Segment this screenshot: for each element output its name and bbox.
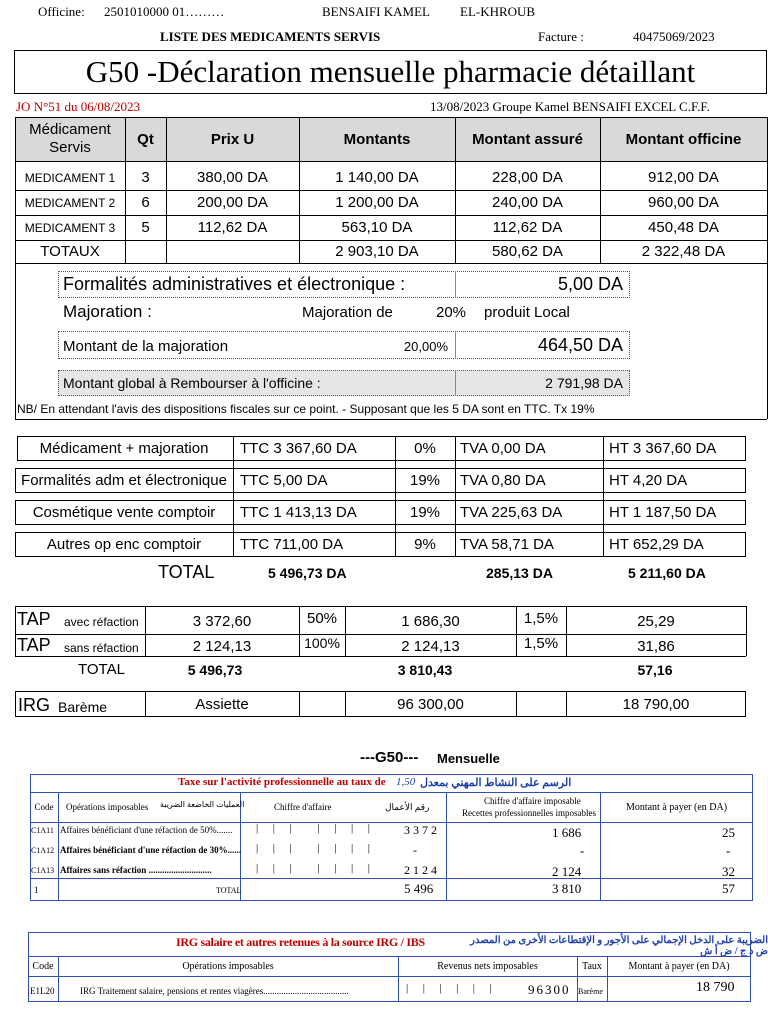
g50-irg-col-code: Code [32, 960, 54, 972]
meds-col-header-prix: Prix U [210, 130, 255, 148]
meds-row-3-assure: 112,62 DA [492, 219, 563, 236]
g50-irg-header-fr: IRG salaire et autres retenues à la source IRG / IBS [176, 935, 425, 949]
g50-irg-header-ar: الضريبة على الدخل الإجمالي على الأجور و الإقتطاعات الأخرى من المصدر ض د ج / ض أ ش [470, 935, 768, 957]
meds-row-2-qt: 6 [141, 194, 150, 211]
tva-row-2-tva: TVA 0,80 DA [460, 472, 546, 489]
g50-total-code: 1 [34, 885, 39, 895]
tva-row-2-label: Formalités adm et électronique [21, 472, 227, 489]
g50-irg-code: E1L20 [30, 986, 55, 996]
nb-note: NB/ En attendant l'avis des dispositions fiscales sur ce point. - Supposant que les 5 DA sont en TTC. Tx 19% [17, 402, 595, 416]
produit-local: produit Local [484, 303, 570, 321]
meds-row-2-name: MEDICAMENT 2 [24, 195, 116, 210]
meds-row-3-name: MEDICAMENT 3 [24, 220, 116, 235]
g50-row-2-code: C1A12 [31, 846, 55, 855]
tva-row-1-tva: TVA 0,00 DA [460, 440, 546, 457]
tap-row-2-montant: 31,86 [637, 637, 675, 655]
g50-col-ca: Chiffre d'affaire [274, 802, 332, 812]
irg-label: IRG [18, 695, 51, 715]
tva-row-3-tva: TVA 225,63 DA [460, 504, 563, 521]
meds-row-2-officine: 960,00 DA [648, 194, 719, 211]
g50-col-code: Code [34, 802, 54, 812]
tap-row-2-taux: 1,5% [523, 634, 559, 652]
meds-row-1-qt: 3 [141, 169, 150, 186]
g50-row-1-label: Affaires bénéficiant d'une réfaction de 50%....... [60, 825, 233, 835]
tap-row-1-base: 3 372,60 [192, 612, 252, 630]
tva-row-3-pct: 19% [409, 504, 441, 521]
g50-row-3-imp: 2 124 [552, 864, 582, 879]
g50-irg-label: IRG Traitement salaire, pensions et rentes viagères...................................... [80, 986, 349, 996]
g50-row-3-ticks: | | | | | | | [256, 862, 373, 874]
g50-col-operations: Opérations imposables [66, 802, 149, 812]
formalites-label: Formalités administratives et électronique : [63, 274, 406, 294]
g50-irg-ticks: | | | | | | [406, 982, 495, 994]
montant-global-label: Montant global à Rembourser à l'officine : [63, 375, 321, 391]
meds-row-3-qt: 5 [141, 219, 150, 236]
tva-total-label: TOTAL [158, 561, 215, 582]
meds-row-1-montant: 1 140,00 DA [335, 169, 419, 186]
tva-row-3-ht: HT 1 187,50 DA [609, 504, 717, 521]
meds-row-1-officine: 912,00 DA [648, 169, 719, 186]
meds-row-1-name: MEDICAMENT 1 [24, 170, 116, 185]
tap-row-1-label: TAP [17, 609, 51, 629]
g50-row-3-ca: 2124 [404, 863, 440, 877]
g50-irg-rev: 96300 [528, 982, 571, 997]
tva-total-ht: 5 211,60 DA [628, 565, 706, 581]
g50-total-imp: 3 810 [552, 881, 582, 896]
facture-value: 40475069/2023 [633, 29, 715, 44]
meds-totaux-assure: 580,62 DA [492, 243, 563, 260]
meds-row-1-prix: 380,00 DA [197, 169, 268, 186]
meds-col-header-officine: Montant officine [625, 130, 742, 148]
irg-sub: Barème [58, 699, 108, 715]
g50-subtitle: Mensuelle [437, 751, 500, 766]
meds-totaux-montant: 2 903,10 DA [335, 243, 419, 260]
meds-totaux-officine: 2 322,48 DA [641, 243, 726, 260]
meds-row-3-prix: 112,62 DA [197, 219, 268, 236]
g50-col-ca-imp: Chiffre d'affaire imposable [484, 796, 581, 806]
meds-row-2-montant: 1 200,00 DA [335, 194, 419, 211]
g50-title: ---G50--- [360, 749, 419, 766]
irg-assiette-label: Assiette [195, 695, 249, 713]
tap-row-1-montant: 25,29 [637, 612, 675, 630]
meds-row-1-assure: 228,00 DA [492, 169, 563, 186]
tap-row-2-base: 2 124,13 [192, 637, 252, 655]
meds-totaux-label: TOTAUX [40, 243, 100, 260]
tap-total-montant: 57,16 [637, 662, 673, 678]
date-group: 13/08/2023 Groupe Kamel BENSAIFI EXCEL C.F.F. [430, 99, 710, 114]
g50-row-2-ca: - [413, 843, 417, 857]
tva-row-4-ttc: TTC 711,00 DA [240, 536, 344, 553]
tva-row-2-pct: 19% [409, 472, 441, 489]
tap-row-1-taux: 1,5% [523, 609, 559, 627]
g50-tap-header-fr: Taxe sur l'activité professionnelle au taux de [178, 776, 386, 788]
g50-row-1-code: C1A11 [31, 826, 54, 835]
tva-row-4-ht: HT 652,29 DA [609, 536, 704, 553]
tap-row-2-assiette: 2 124,13 [401, 637, 460, 655]
g50-tap-header-ar: الرسم على النشاط المهني بمعدل [420, 777, 572, 789]
tva-row-4-label: Autres op enc comptoir [46, 536, 202, 553]
g50-col-montant: Montant à payer (en DA) [625, 801, 728, 813]
g50-col-operations-ar: العمليات الخاضعة الضريبة [160, 800, 245, 809]
tap-row-1-sub: avec réfaction [64, 615, 139, 629]
page-title: G50 -Déclaration mensuelle pharmacie détaillant [85, 54, 696, 89]
g50-irg-col-rev: Revenus nets imposables [437, 960, 538, 972]
meds-col-header-montants: Montants [343, 130, 411, 148]
tva-row-4-tva: TVA 58,71 DA [460, 536, 554, 553]
officine-label: Officine: [38, 4, 85, 19]
montant-majoration-pct: 20,00% [403, 338, 448, 354]
montant-global-value: 2 791,98 DA [545, 375, 623, 391]
g50-irg-col-ops: Opérations imposables [182, 960, 274, 972]
tap-total-base: 5 496,73 [187, 662, 243, 678]
meds-col-header-assure: Montant assuré [472, 130, 583, 148]
irg-montant: 18 790,00 [622, 695, 690, 713]
g50-total-ca: 5 496 [404, 881, 434, 896]
tap-row-2-pct: 100% [304, 635, 340, 651]
montant-majoration-value: 464,50 DA [537, 334, 623, 355]
g50-row-2-imp: - [580, 843, 585, 858]
pharmacy-city: EL-KHROUB [460, 4, 536, 19]
g50-irg-taux: Barème [578, 987, 603, 996]
meds-col-header-qt: Qt [137, 130, 154, 148]
tva-row-1-ht: HT 3 367,60 DA [609, 440, 717, 457]
montant-majoration-label: Montant de la majoration [63, 337, 229, 355]
majoration-pct: 20% [436, 303, 467, 321]
tva-row-2-ht: HT 4,20 DA [609, 472, 688, 489]
g50-col-ca-ar: رقم الأعمال [385, 802, 430, 812]
tap-row-1-pct: 50% [306, 609, 338, 627]
tva-row-1-ttc: TTC 3 367,60 DA [240, 440, 357, 457]
formalites-value: 5,00 DA [557, 274, 623, 294]
tva-row-1-pct: 0% [414, 440, 436, 457]
g50-row-3-label: Affaires sans réfaction ............................ [60, 865, 212, 875]
g50-row-3-montant: 32 [722, 864, 735, 879]
tva-row-3-label: Cosmétique vente comptoir [32, 504, 216, 521]
g50-row-2-label: Affaires bénéficiant d'une réfaction de 30%...... [60, 845, 242, 855]
meds-row-2-assure: 240,00 DA [492, 194, 563, 211]
g50-irg-montant: 18 790 [696, 980, 735, 995]
meds-col-header-medicament: Médicament Servis [29, 121, 111, 156]
g50-total-label: TOTAL [216, 886, 242, 895]
tva-row-1-label: Médicament + majoration [39, 440, 209, 457]
g50-total-montant: 57 [722, 881, 735, 896]
g50-row-1-montant: 25 [722, 825, 735, 840]
g50-row-1-imp: 1 686 [552, 825, 582, 840]
officine-value: 2501010000 01……… [104, 4, 225, 19]
tva-row-4-pct: 9% [414, 536, 436, 553]
majoration-de: Majoration de [302, 303, 393, 321]
g50-row-3-code: C1A13 [31, 866, 55, 875]
g50-row-2-montant: - [726, 843, 731, 858]
tva-row-2-ttc: TTC 5,00 DA [240, 472, 328, 489]
pharmacist-name: BENSAIFI KAMEL [322, 4, 430, 19]
list-title: LISTE DES MEDICAMENTS SERVIS [160, 29, 381, 44]
g50-irg-col-taux: Taux [582, 960, 602, 972]
facture-label: Facture : [538, 29, 584, 44]
tva-total-tva: 285,13 DA [486, 565, 553, 581]
tva-total-ttc: 5 496,73 DA [268, 565, 347, 581]
jo-reference: JO N°51 du 06/08/2023 [16, 99, 141, 114]
meds-row-3-officine: 450,48 DA [648, 219, 719, 236]
g50-row-2-ticks: | | | | | | | [256, 842, 373, 854]
g50-row-1-ticks: | | | | | | | [256, 822, 373, 834]
tva-row-3-ttc: TTC 1 413,13 DA [240, 504, 357, 521]
g50-tap-rate: 1,50 [396, 776, 416, 788]
g50-irg-col-montant: Montant à payer (en DA) [628, 960, 730, 972]
majoration-label: Majoration : [63, 302, 152, 321]
meds-row-3-montant: 563,10 DA [341, 219, 413, 236]
tap-row-2-sub: sans réfaction [64, 641, 139, 655]
g50-row-1-ca: 3372 [404, 823, 440, 837]
g50-col-ca-imp2: Recettes professionnelles imposables [462, 808, 596, 818]
irg-base: 96 300,00 [397, 695, 464, 713]
tap-row-2-label: TAP [17, 635, 51, 655]
tap-total-assiette: 3 810,43 [397, 662, 453, 678]
tap-row-1-assiette: 1 686,30 [401, 612, 460, 630]
meds-row-2-prix: 200,00 DA [197, 194, 268, 211]
tap-total-label: TOTAL [78, 661, 125, 678]
